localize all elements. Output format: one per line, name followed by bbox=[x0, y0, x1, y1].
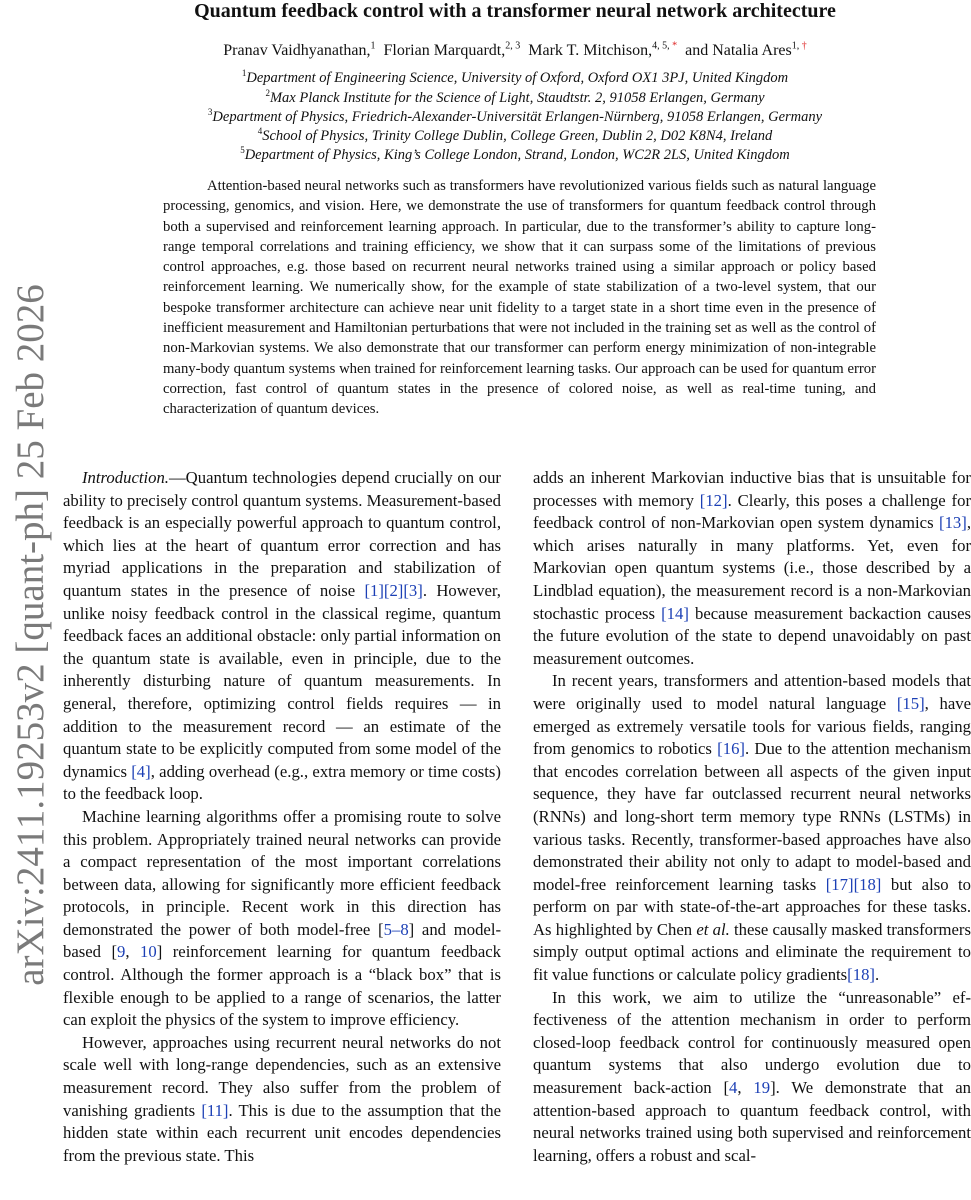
text-run: , bbox=[125, 942, 141, 962]
text-run: . Due to the attention mechanism that encodes correlation between all aspects of the given input sequence, they have far outclassed recurrent neural networks (RNNs) and long-short term memory type RNNs (LSTMs) in various tasks. Recently, transformer-based approaches have also demonstrated their ability not only to adapt to model-based and model-free reinforcement learning tasks bbox=[533, 739, 971, 894]
body-paragraph bbox=[63, 1032, 501, 1168]
corresponding-author-mark[interactable]: † bbox=[801, 41, 807, 52]
affiliation: $^5$Department of Physics, King’s College London, Strand, London, WC2R 2LS, United Kingdom bbox=[240, 145, 790, 163]
corresponding-author-mark[interactable]: * bbox=[672, 41, 678, 52]
text-run: ] and model-based [ bbox=[63, 919, 502, 962]
affiliation: $^3$Department of Physics, Friedrich-Alexander-Universität Erlangen-Nürnberg, 91058 Erlangen, Germany bbox=[207, 107, 823, 125]
text-run: In recent years, transformers and attention-based models that were originally used to model natural language bbox=[533, 671, 971, 713]
citation-link[interactable]: [16] bbox=[717, 739, 745, 759]
author-list bbox=[60, 41, 970, 60]
citation-link[interactable]: [17] bbox=[825, 874, 854, 894]
citation-link[interactable]: [1] bbox=[364, 580, 384, 600]
body-paragraph bbox=[63, 806, 501, 1032]
paper-title: Quantum feedback control with a transformer neural network architecture bbox=[194, 0, 836, 22]
citation-link[interactable]: 9 bbox=[117, 942, 126, 962]
text-run: , bbox=[737, 1078, 754, 1098]
text-run: , have emerged as extremely versatile tools for various fields, ranging from genomics to robotics bbox=[533, 693, 971, 759]
citation-link[interactable]: 5–8 bbox=[383, 919, 409, 939]
section-lead: Introduction. bbox=[82, 468, 169, 487]
text-run: . This is due to the assumption that the hidden state within each recurrent unit encodes dependencies from the previous state. This bbox=[63, 1100, 502, 1165]
citation-link[interactable]: [12] bbox=[699, 490, 728, 510]
right-column bbox=[533, 467, 971, 1167]
citation-link[interactable]: [18] bbox=[853, 874, 882, 894]
emphasis-text: et al. bbox=[696, 919, 730, 939]
citation-link[interactable]: [15] bbox=[896, 693, 925, 713]
affiliation: $^4$School of Physics, Trinity College Dublin, College Green, Dublin 2, D02 K8N4, Ireland bbox=[257, 126, 773, 144]
citation-link[interactable]: 19 bbox=[753, 1078, 771, 1098]
citation-link[interactable]: 4 bbox=[729, 1078, 738, 1098]
text-run: these causally masked transformers simply output optimal actions and eliminate the requirement to fit value functions or calculate policy gradients bbox=[533, 919, 971, 985]
text-run: . Clearly, this poses a challenge for feedback control of non-Markovian open system dynamics bbox=[533, 490, 971, 533]
abstract: Attention-based neural networks such as transformers have revolutionized various fields such as natural language processing, genomics, and vision. Here, we demonstrate the use of transformers for quantum feedback control through both a supervised and reinforcement learning approach. In particular, due to the transformer’s ability to capture long-range temporal correlations and training efficiency, we show that it can surpass some of the limitations of previous control approaches, e.g. those based on recurrent neural networks trained using a similar approach or policy based reinforcement learning. We numerically show, for the example of state stabilization of a two-level system, that our bespoke transformer architecture can achieve near unit fidelity to a target state in a short time even in the presence of inefficient measurement and Hamiltonian perturbations that were not included in the training set as well as the control of non-Markovian systems. We also demonstrate that our transformer can perform energy minimization of non-integrable many-body quantum systems when trained for reinforcement learning tasks. Our approach can be used for quantum error correction, fast control of quantum states in the presence of colored noise, as well as real-time tuning, and characterization of quantum devices. bbox=[163, 178, 876, 418]
citation-link[interactable]: [18] bbox=[847, 965, 875, 985]
text-run: However, approaches using recurrent neural networks do not scale well with long-range dependencies, such as an extensive measurement record. They also suffer from the problem of vanishing gradients bbox=[63, 1032, 501, 1120]
text-run: In this work, we aim to utilize the “unreasonable” effectiveness of the attention mechanism in order to perform closed-loop feedback control for continuously measured open quantum systems that also undergo evolution due to measurement back-action [ bbox=[533, 987, 971, 1098]
author: Florian Marquardt,$^{2, 3}$ bbox=[383, 41, 521, 60]
text-run: because measurement backaction causes the future evolution of the state to depend unavoidably on past measurement outcomes. bbox=[533, 603, 971, 668]
text-run: , adding overhead (e.g., extra memory or time costs) to the feedback loop. bbox=[63, 761, 501, 804]
left-column bbox=[63, 467, 501, 1167]
citation-link[interactable]: [14] bbox=[661, 603, 689, 623]
text-run: ] reinforcement learning for quantum feedback control. Although the former approach is a “black box” that is flexible enough to be applied to a range of scenarios, the latter can exploit the physics of the system to improve efficiency. bbox=[63, 942, 501, 1030]
author: and Natalia Ares$^{1, \dagger}$ bbox=[685, 41, 807, 60]
author: Pranav Vaidhyanathan,$^1$ bbox=[223, 41, 376, 60]
arxiv-sidebar-stamp: arXiv:2411.19253v2 [quant-ph] 25 Feb 2026 bbox=[8, 284, 52, 986]
body-paragraph bbox=[533, 467, 971, 670]
citation-link[interactable]: 10 bbox=[140, 942, 157, 962]
text-run: —Quantum technologies depend crucially on our ability to precisely control quantum systems. Measurement-based feedback is an especially powerful approach to quantum control, which lies at the heart of quantum error correction and has myriad applications in the preparation and stabilization of quantum states in the presence of noise bbox=[63, 468, 501, 600]
affiliation: $^2$Max Planck Institute for the Science of Light, Staudtstr. 2, 91058 Erlangen, Germany bbox=[265, 88, 765, 106]
body-paragraph bbox=[533, 987, 971, 1168]
text-run: ]. We demonstrate that an attention-based approach to quantum feedback control, with neural networks trained using both supervised and reinforcement learning, offers a robust and scal- bbox=[533, 1078, 971, 1165]
citation-link[interactable]: [13] bbox=[939, 513, 967, 533]
author: Mark T. Mitchison,$^{4, 5, *}$ bbox=[528, 41, 678, 60]
affiliation: $^1$Department of Engineering Science, University of Oxford, Oxford OX1 3PJ, United Kingdom bbox=[241, 68, 789, 86]
citation-link[interactable]: [11] bbox=[201, 1100, 229, 1120]
text-run: . bbox=[874, 965, 880, 985]
text-run: Machine learning algorithms offer a promising route to solve this problem. Appropriately trained neural networks can provide a compact representation of the most important correlations between data, allowing for significantly more efficient feedback protocols, in principle. Recent work in this direction has demonstrated the power of both model-free [ bbox=[63, 806, 501, 939]
text-run: adds an inherent Markovian inductive bias that is unsuitable for processes with memory bbox=[533, 468, 971, 510]
citation-link[interactable]: [4] bbox=[131, 761, 151, 781]
citation-link[interactable]: [3] bbox=[403, 580, 423, 600]
text-run: but also to perform on par with state-of-the-art approaches for these tasks. As highlighted by Chen bbox=[533, 874, 971, 939]
citation-link[interactable]: [2] bbox=[383, 580, 404, 600]
body-paragraph bbox=[533, 670, 971, 986]
text-run: . However, unlike noisy feedback control in the classical regime, quantum feedback faces an additional obstacle: only partial information on the quantum state is available, even in principle, due to the inherently disturbing nature of quantum measurements. In general, therefore, optimizing control fields requires — in addition to the measurement record — an estimate of the quantum state to be explicitly computed from some model of the dynamics bbox=[63, 580, 501, 781]
body-paragraph bbox=[63, 467, 501, 806]
text-run: , which arises naturally in many platforms. Yet, even for Markovian open quantum systems (i.e., those described by a Lindblad equation), the measurement record is a non-Markovian stochastic process bbox=[533, 513, 971, 623]
